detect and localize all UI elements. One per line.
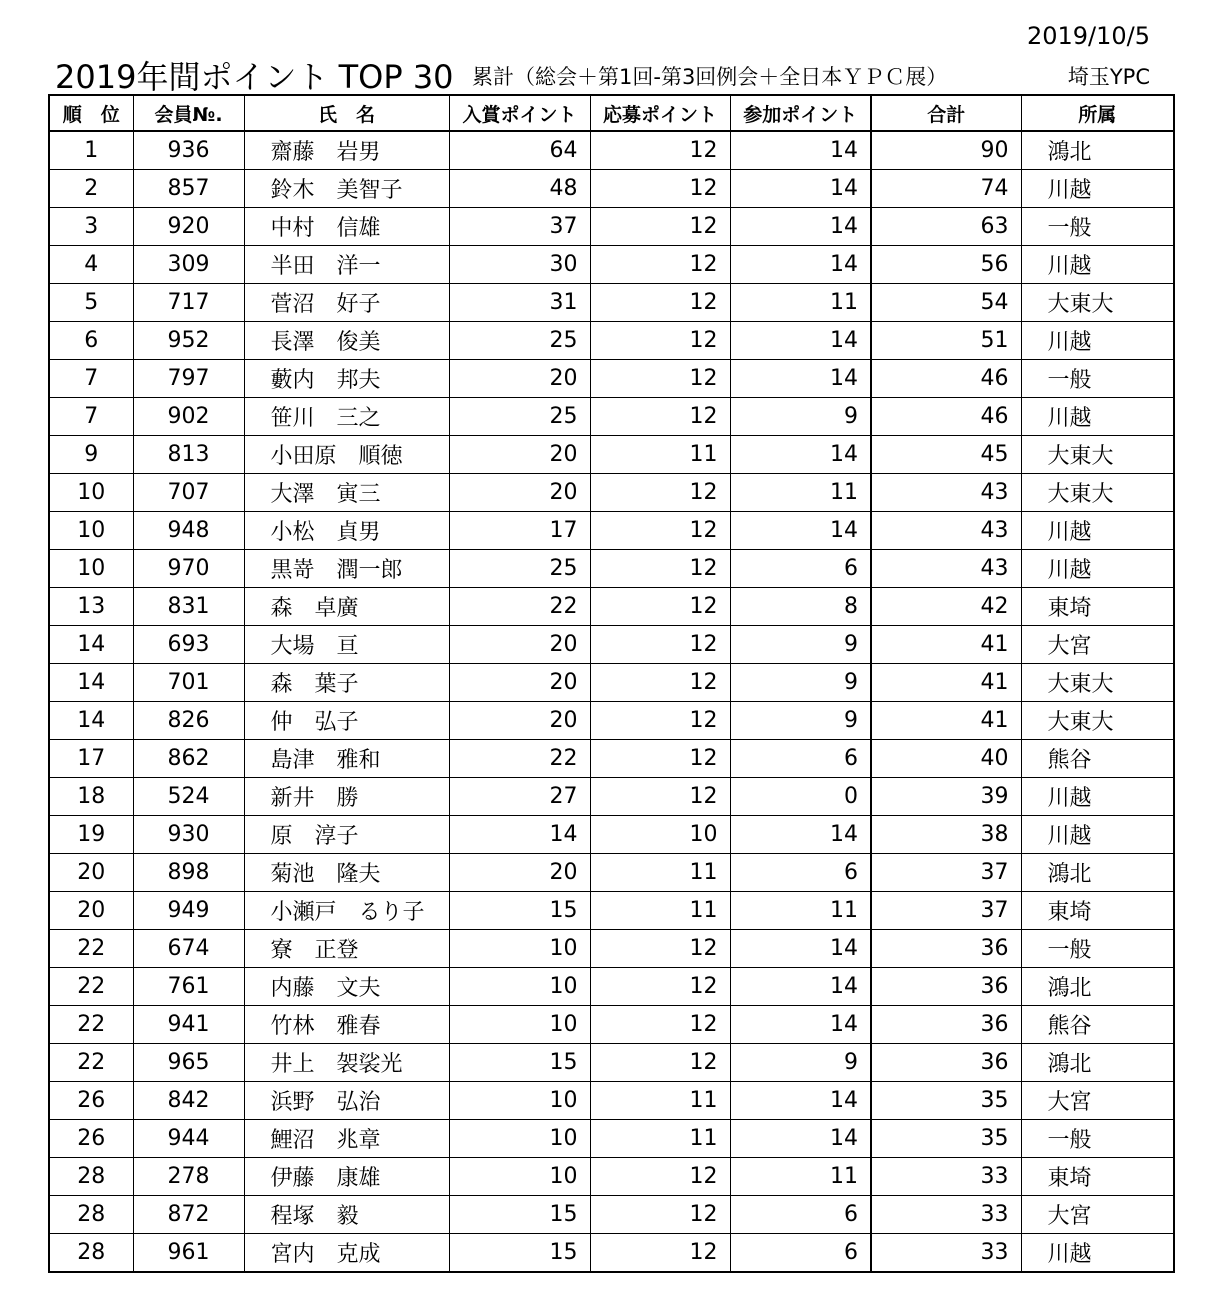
cell-rank: 14: [49, 626, 133, 664]
cell-participation-points: 6: [730, 740, 871, 778]
cell-participation-points: 11: [730, 284, 871, 322]
ranking-table: [48, 94, 1175, 1273]
cell-name: 菅沼 好子: [244, 284, 449, 322]
cell-member-no: 948: [133, 512, 244, 550]
cell-affiliation: 大東大: [1021, 284, 1174, 322]
cell-prize-points: 48: [449, 170, 590, 208]
cell-prize-points: 30: [449, 246, 590, 284]
cell-member-no: 717: [133, 284, 244, 322]
cell-rank: 10: [49, 512, 133, 550]
cell-affiliation: 大東大: [1021, 436, 1174, 474]
cell-member-no: 949: [133, 892, 244, 930]
cell-participation-points: 14: [730, 170, 871, 208]
cell-member-no: 936: [133, 131, 244, 170]
cell-entry-points: 11: [590, 436, 730, 474]
cell-total: 35: [871, 1082, 1021, 1120]
cell-affiliation: 一般: [1021, 360, 1174, 398]
cell-name: 菊池 隆夫: [244, 854, 449, 892]
cell-participation-points: 14: [730, 360, 871, 398]
cell-entry-points: 12: [590, 398, 730, 436]
cell-rank: 9: [49, 436, 133, 474]
cell-total: 90: [871, 131, 1021, 170]
cell-total: 33: [871, 1158, 1021, 1196]
cell-name: 齋藤 岩男: [244, 131, 449, 170]
cell-total: 63: [871, 208, 1021, 246]
cell-member-no: 930: [133, 816, 244, 854]
cell-member-no: 965: [133, 1044, 244, 1082]
cell-entry-points: 12: [590, 360, 730, 398]
cell-prize-points: 15: [449, 1196, 590, 1234]
cell-member-no: 797: [133, 360, 244, 398]
cell-total: 41: [871, 702, 1021, 740]
cell-rank: 22: [49, 968, 133, 1006]
cell-rank: 26: [49, 1120, 133, 1158]
cell-participation-points: 11: [730, 474, 871, 512]
report-date: 2019/10/5: [1026, 22, 1150, 50]
col-header-member-no: 会員№.: [133, 95, 244, 131]
table-row: [49, 322, 1174, 360]
cell-name: 内藤 文夫: [244, 968, 449, 1006]
cell-entry-points: 10: [590, 816, 730, 854]
cell-member-no: 952: [133, 322, 244, 360]
cell-total: 41: [871, 664, 1021, 702]
cell-name: 半田 洋一: [244, 246, 449, 284]
cell-total: 54: [871, 284, 1021, 322]
cell-total: 33: [871, 1234, 1021, 1273]
col-header-rank: 順 位: [49, 95, 133, 131]
cell-name: 大場 亘: [244, 626, 449, 664]
organization-name: 埼玉YPC: [1067, 65, 1150, 89]
cell-prize-points: 20: [449, 626, 590, 664]
cell-member-no: 524: [133, 778, 244, 816]
page-title: 2019年間ポイント TOP 30: [55, 58, 454, 96]
cell-prize-points: 20: [449, 854, 590, 892]
cell-participation-points: 6: [730, 1196, 871, 1234]
table-row: [49, 436, 1174, 474]
col-header-total: 合計: [871, 95, 1021, 131]
cell-rank: 18: [49, 778, 133, 816]
cell-entry-points: 12: [590, 474, 730, 512]
cell-member-no: 872: [133, 1196, 244, 1234]
table-row: [49, 208, 1174, 246]
table-row: [49, 740, 1174, 778]
table-row: [49, 1082, 1174, 1120]
table-row: [49, 284, 1174, 322]
cell-affiliation: 鴻北: [1021, 1044, 1174, 1082]
cell-entry-points: 12: [590, 626, 730, 664]
col-header-prize-points: 入賞ポイント: [449, 95, 590, 131]
cell-participation-points: 6: [730, 854, 871, 892]
cell-rank: 10: [49, 550, 133, 588]
cell-name: 小松 貞男: [244, 512, 449, 550]
cell-member-no: 857: [133, 170, 244, 208]
cell-rank: 14: [49, 664, 133, 702]
cell-prize-points: 20: [449, 360, 590, 398]
cell-affiliation: 川越: [1021, 322, 1174, 360]
cell-total: 36: [871, 1044, 1021, 1082]
cell-prize-points: 10: [449, 1120, 590, 1158]
cell-affiliation: 川越: [1021, 778, 1174, 816]
cell-participation-points: 8: [730, 588, 871, 626]
cell-affiliation: 川越: [1021, 170, 1174, 208]
cell-member-no: 970: [133, 550, 244, 588]
cell-member-no: 278: [133, 1158, 244, 1196]
table-row: [49, 474, 1174, 512]
cell-participation-points: 14: [730, 1120, 871, 1158]
table-row: [49, 816, 1174, 854]
table-row: [49, 1234, 1174, 1273]
cell-member-no: 309: [133, 246, 244, 284]
cell-entry-points: 12: [590, 778, 730, 816]
cell-total: 37: [871, 892, 1021, 930]
table-row: [49, 1044, 1174, 1082]
cell-name: 中村 信雄: [244, 208, 449, 246]
cell-affiliation: 鴻北: [1021, 968, 1174, 1006]
cell-entry-points: 11: [590, 1120, 730, 1158]
cell-participation-points: 14: [730, 131, 871, 170]
cell-name: 鈴木 美智子: [244, 170, 449, 208]
cell-prize-points: 15: [449, 892, 590, 930]
cell-participation-points: 9: [730, 664, 871, 702]
cell-rank: 6: [49, 322, 133, 360]
cell-entry-points: 12: [590, 208, 730, 246]
cell-member-no: 941: [133, 1006, 244, 1044]
cell-prize-points: 37: [449, 208, 590, 246]
cell-entry-points: 11: [590, 854, 730, 892]
cell-affiliation: 大東大: [1021, 664, 1174, 702]
cell-entry-points: 12: [590, 1158, 730, 1196]
cell-participation-points: 14: [730, 322, 871, 360]
cell-member-no: 902: [133, 398, 244, 436]
cell-participation-points: 9: [730, 702, 871, 740]
cell-participation-points: 0: [730, 778, 871, 816]
cell-affiliation: 川越: [1021, 1234, 1174, 1273]
cell-prize-points: 22: [449, 588, 590, 626]
cell-total: 39: [871, 778, 1021, 816]
table-row: [49, 512, 1174, 550]
cell-prize-points: 10: [449, 968, 590, 1006]
cell-entry-points: 12: [590, 588, 730, 626]
cell-prize-points: 22: [449, 740, 590, 778]
cell-name: 井上 袈裟光: [244, 1044, 449, 1082]
table-header-row: [49, 95, 1174, 131]
cell-total: 43: [871, 512, 1021, 550]
col-header-affiliation: 所属: [1021, 95, 1174, 131]
cell-prize-points: 20: [449, 474, 590, 512]
cell-rank: 3: [49, 208, 133, 246]
cell-affiliation: 鴻北: [1021, 854, 1174, 892]
cell-total: 46: [871, 360, 1021, 398]
cell-prize-points: 10: [449, 1082, 590, 1120]
cell-affiliation: 川越: [1021, 550, 1174, 588]
cell-name: 仲 弘子: [244, 702, 449, 740]
cell-total: 41: [871, 626, 1021, 664]
cell-affiliation: 大東大: [1021, 702, 1174, 740]
cell-total: 33: [871, 1196, 1021, 1234]
cell-member-no: 961: [133, 1234, 244, 1273]
cell-participation-points: 9: [730, 398, 871, 436]
cell-affiliation: 大宮: [1021, 1196, 1174, 1234]
cell-entry-points: 12: [590, 740, 730, 778]
cell-name: 大澤 寅三: [244, 474, 449, 512]
cell-rank: 28: [49, 1234, 133, 1273]
cell-participation-points: 14: [730, 1082, 871, 1120]
cell-member-no: 761: [133, 968, 244, 1006]
table-row: [49, 246, 1174, 284]
cell-prize-points: 20: [449, 664, 590, 702]
cell-rank: 7: [49, 360, 133, 398]
cell-prize-points: 17: [449, 512, 590, 550]
cell-prize-points: 25: [449, 398, 590, 436]
cell-entry-points: 12: [590, 246, 730, 284]
cell-participation-points: 14: [730, 930, 871, 968]
cell-entry-points: 12: [590, 512, 730, 550]
cell-affiliation: 川越: [1021, 816, 1174, 854]
table-row: [49, 778, 1174, 816]
cell-total: 37: [871, 854, 1021, 892]
table-row: [49, 170, 1174, 208]
cell-member-no: 707: [133, 474, 244, 512]
col-header-name: 氏 名: [244, 95, 449, 131]
cell-prize-points: 31: [449, 284, 590, 322]
table-row: [49, 1006, 1174, 1044]
cell-participation-points: 14: [730, 816, 871, 854]
table-row: [49, 1196, 1174, 1234]
cell-affiliation: 川越: [1021, 246, 1174, 284]
table-body: [49, 131, 1174, 1272]
cell-total: 35: [871, 1120, 1021, 1158]
table-row: [49, 588, 1174, 626]
cell-entry-points: 11: [590, 1082, 730, 1120]
cell-prize-points: 10: [449, 1158, 590, 1196]
cell-affiliation: 熊谷: [1021, 740, 1174, 778]
cell-participation-points: 6: [730, 1234, 871, 1273]
cell-entry-points: 12: [590, 1006, 730, 1044]
cell-member-no: 831: [133, 588, 244, 626]
cell-rank: 14: [49, 702, 133, 740]
cell-name: 島津 雅和: [244, 740, 449, 778]
cell-rank: 22: [49, 1006, 133, 1044]
cell-affiliation: 大宮: [1021, 626, 1174, 664]
cell-participation-points: 6: [730, 550, 871, 588]
cell-participation-points: 14: [730, 1006, 871, 1044]
table-row: [49, 702, 1174, 740]
table-row: [49, 930, 1174, 968]
cell-prize-points: 10: [449, 1006, 590, 1044]
cell-total: 51: [871, 322, 1021, 360]
table-row: [49, 968, 1174, 1006]
cell-affiliation: 熊谷: [1021, 1006, 1174, 1044]
cell-participation-points: 14: [730, 968, 871, 1006]
cell-entry-points: 12: [590, 930, 730, 968]
cell-affiliation: 一般: [1021, 1120, 1174, 1158]
cell-rank: 26: [49, 1082, 133, 1120]
cell-prize-points: 25: [449, 322, 590, 360]
table-row: [49, 626, 1174, 664]
cell-entry-points: 12: [590, 664, 730, 702]
cell-affiliation: 一般: [1021, 208, 1174, 246]
cell-rank: 19: [49, 816, 133, 854]
cell-rank: 7: [49, 398, 133, 436]
cell-member-no: 674: [133, 930, 244, 968]
cell-entry-points: 12: [590, 170, 730, 208]
cell-total: 46: [871, 398, 1021, 436]
cell-total: 40: [871, 740, 1021, 778]
cell-participation-points: 11: [730, 1158, 871, 1196]
cell-participation-points: 14: [730, 512, 871, 550]
cell-rank: 17: [49, 740, 133, 778]
cell-name: 小田原 順徳: [244, 436, 449, 474]
cell-prize-points: 10: [449, 930, 590, 968]
cell-member-no: 944: [133, 1120, 244, 1158]
cell-entry-points: 12: [590, 1196, 730, 1234]
table-row: [49, 360, 1174, 398]
table-row: [49, 131, 1174, 170]
cell-rank: 20: [49, 854, 133, 892]
cell-entry-points: 12: [590, 1044, 730, 1082]
cell-prize-points: 15: [449, 1234, 590, 1273]
cell-name: 竹林 雅春: [244, 1006, 449, 1044]
cell-entry-points: 12: [590, 1234, 730, 1273]
cell-total: 38: [871, 816, 1021, 854]
cell-entry-points: 12: [590, 702, 730, 740]
col-header-entry-points: 応募ポイント: [590, 95, 730, 131]
table-row: [49, 550, 1174, 588]
cell-affiliation: 東埼: [1021, 1158, 1174, 1196]
cell-prize-points: 14: [449, 816, 590, 854]
cell-name: 小瀬戸 るり子: [244, 892, 449, 930]
cell-participation-points: 14: [730, 436, 871, 474]
table-row: [49, 664, 1174, 702]
table-row: [49, 892, 1174, 930]
cell-member-no: 693: [133, 626, 244, 664]
cell-total: 74: [871, 170, 1021, 208]
cell-total: 43: [871, 474, 1021, 512]
cell-entry-points: 12: [590, 131, 730, 170]
cell-name: 伊藤 康雄: [244, 1158, 449, 1196]
cell-affiliation: 鴻北: [1021, 131, 1174, 170]
cell-prize-points: 64: [449, 131, 590, 170]
cell-rank: 13: [49, 588, 133, 626]
cell-rank: 10: [49, 474, 133, 512]
cell-member-no: 842: [133, 1082, 244, 1120]
cell-member-no: 898: [133, 854, 244, 892]
cell-rank: 4: [49, 246, 133, 284]
cell-member-no: 826: [133, 702, 244, 740]
cell-rank: 22: [49, 930, 133, 968]
cell-rank: 5: [49, 284, 133, 322]
table-row: [49, 1158, 1174, 1196]
cell-total: 42: [871, 588, 1021, 626]
cell-name: 寮 正登: [244, 930, 449, 968]
cell-affiliation: 川越: [1021, 398, 1174, 436]
cell-affiliation: 一般: [1021, 930, 1174, 968]
cell-affiliation: 大宮: [1021, 1082, 1174, 1120]
cell-rank: 28: [49, 1196, 133, 1234]
cell-name: 新井 勝: [244, 778, 449, 816]
cell-total: 36: [871, 1006, 1021, 1044]
cell-total: 36: [871, 930, 1021, 968]
cell-entry-points: 12: [590, 322, 730, 360]
cell-participation-points: 11: [730, 892, 871, 930]
cell-affiliation: 川越: [1021, 512, 1174, 550]
cell-name: 程塚 毅: [244, 1196, 449, 1234]
cell-total: 43: [871, 550, 1021, 588]
cell-participation-points: 9: [730, 626, 871, 664]
cell-total: 56: [871, 246, 1021, 284]
cell-prize-points: 15: [449, 1044, 590, 1082]
cell-prize-points: 20: [449, 702, 590, 740]
cell-affiliation: 東埼: [1021, 892, 1174, 930]
cell-rank: 20: [49, 892, 133, 930]
cell-name: 森 卓廣: [244, 588, 449, 626]
cell-name: 長澤 俊美: [244, 322, 449, 360]
cell-rank: 22: [49, 1044, 133, 1082]
cell-name: 浜野 弘治: [244, 1082, 449, 1120]
cell-rank: 2: [49, 170, 133, 208]
cell-total: 45: [871, 436, 1021, 474]
cell-prize-points: 25: [449, 550, 590, 588]
cell-affiliation: 東埼: [1021, 588, 1174, 626]
cell-rank: 28: [49, 1158, 133, 1196]
cell-name: 藪内 邦夫: [244, 360, 449, 398]
cell-name: 黒嵜 潤一郎: [244, 550, 449, 588]
cell-name: 宮内 克成: [244, 1234, 449, 1273]
cell-name: 笹川 三之: [244, 398, 449, 436]
cell-member-no: 813: [133, 436, 244, 474]
cell-member-no: 920: [133, 208, 244, 246]
table-row: [49, 1120, 1174, 1158]
cell-prize-points: 20: [449, 436, 590, 474]
cell-participation-points: 14: [730, 246, 871, 284]
cell-participation-points: 9: [730, 1044, 871, 1082]
col-header-participation-points: 参加ポイント: [730, 95, 871, 131]
cell-name: 鯉沼 兆章: [244, 1120, 449, 1158]
cell-entry-points: 12: [590, 550, 730, 588]
cell-prize-points: 27: [449, 778, 590, 816]
cell-entry-points: 11: [590, 892, 730, 930]
table-row: [49, 854, 1174, 892]
cell-participation-points: 14: [730, 208, 871, 246]
cell-entry-points: 12: [590, 284, 730, 322]
page-subtitle: 累計（総会＋第1回-第3回例会＋全日本ＹＰＣ展）: [472, 65, 948, 89]
cell-rank: 1: [49, 131, 133, 170]
cell-affiliation: 大東大: [1021, 474, 1174, 512]
cell-entry-points: 12: [590, 968, 730, 1006]
table-row: [49, 398, 1174, 436]
cell-name: 森 葉子: [244, 664, 449, 702]
cell-total: 36: [871, 968, 1021, 1006]
cell-name: 原 淳子: [244, 816, 449, 854]
cell-member-no: 862: [133, 740, 244, 778]
cell-member-no: 701: [133, 664, 244, 702]
